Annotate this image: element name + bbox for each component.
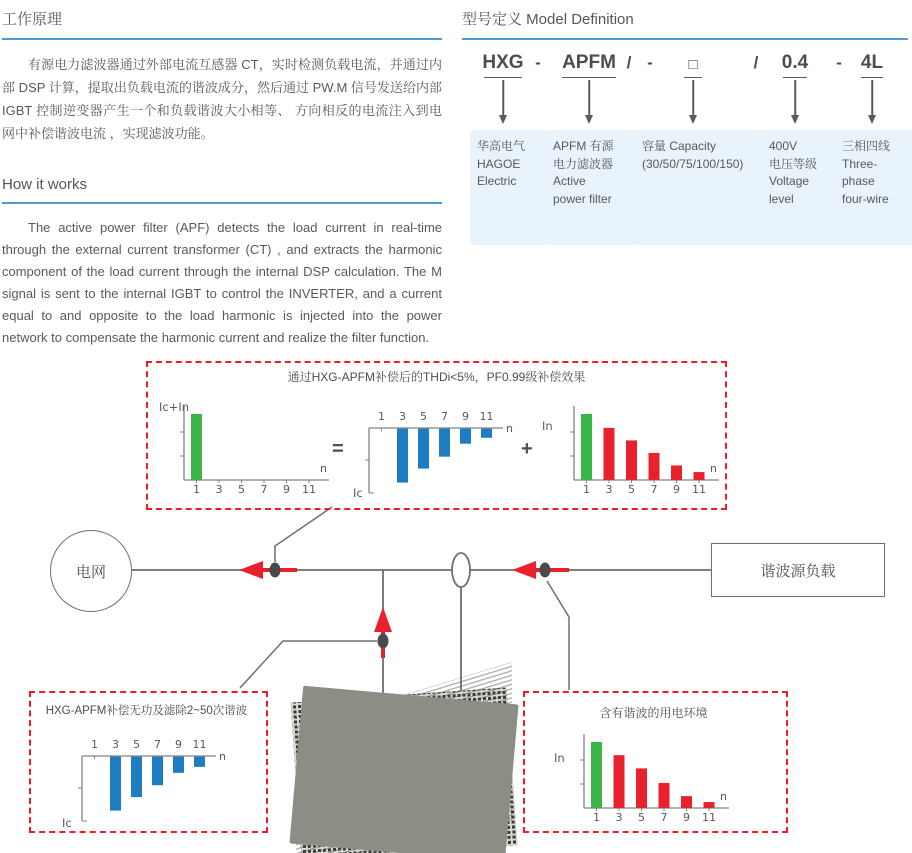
section-title-how-it-works: How it works [2,176,88,193]
model-separator: / [753,53,759,72]
model-code-capacity-placeholder: □ [688,56,698,73]
node-dot [540,563,551,578]
chart-load-harmonics [540,398,730,498]
harmonic-load-label: 谐波源负载 [760,562,836,580]
svg-text:1: 1 [193,483,200,496]
model-box-wiring: 三相四线 Three- phase four-wire [835,130,912,245]
svg-text:11: 11 [479,410,494,423]
model-separator: - [535,53,541,72]
svg-text:5: 5 [638,811,645,824]
svg-text:11: 11 [702,811,716,824]
svg-text:Ic: Ic [353,486,363,500]
svg-text:1: 1 [583,483,590,496]
down-arrowhead-icon [499,115,507,124]
svg-text:9: 9 [683,811,690,824]
model-box-capacity: 容量 Capacity (30/50/75/100/150) [635,130,766,245]
model-code-wiring: 4L [860,52,884,73]
model-separator: - [647,53,653,72]
injection-arrow-head [374,607,392,632]
svg-text:1: 1 [378,410,385,423]
callout-leader-bottom-right [547,581,569,690]
svg-text:9: 9 [462,410,469,423]
svg-text:5: 5 [628,483,635,496]
code-underline [783,77,807,78]
apf-device-image [296,695,512,853]
model-code-series: APFM [562,52,616,73]
blue-divider [462,38,908,40]
harmonic-load-node [711,543,885,597]
svg-text:n: n [320,462,327,475]
model-box-series: APFM 有源 电力滤波器 Active power filter [546,130,638,245]
model-box-voltage: 400V 电压等级 Voltage level [762,130,841,245]
down-arrow [502,80,504,116]
svg-text:11: 11 [302,483,316,496]
equals-sign: = [332,438,344,460]
blue-divider [2,38,442,40]
working-principle-section [2,8,442,349]
down-arrow [871,80,873,116]
current-flow-arrow-mid-head [512,561,536,579]
code-underline [484,77,522,78]
working-principle-paragraph: 有源电力滤波器通过外部电流互感器 CT，实时检测负载电流，并通过内部 DSP 计算，提取出负载电流的谐波成分，然后通过 PW.M 信号发送给内部 IGBT 控制逆变器产生一个和负载谐波大小相等、 方向相反的电流注入到电网中补偿谐波电流 ，实现滤波功能。 [2,57,442,141]
power-grid-node [50,530,132,612]
svg-text:7: 7 [260,483,268,496]
down-arrow [692,80,694,116]
svg-text:Ic: Ic [62,816,72,830]
svg-text:5: 5 [420,410,427,423]
model-code-voltage: 0.4 [781,52,809,73]
blue-divider [2,202,442,204]
node-dot [378,634,389,649]
compensation-result-title: 通过HXG-APFM补偿后的THDi<5%，PF0.99级补偿效果 [287,370,586,384]
chart-compensated-current [150,398,340,498]
current-transformer-symbol [452,553,470,587]
power-grid-label: 电网 [75,563,106,581]
model-separator: / [626,53,632,72]
svg-text:In: In [554,751,565,765]
model-code-brand: HXG [482,52,524,73]
model-definition-section [462,8,908,258]
svg-text:3: 3 [399,410,406,423]
section-title-working-principle: 工作原理 [2,11,63,28]
down-arrowhead-icon [585,115,593,124]
node-dot [270,563,281,578]
svg-text:9: 9 [175,738,182,751]
down-arrowhead-icon [791,115,799,124]
svg-text:11: 11 [192,738,207,751]
model-box-brand: 华高电气 HAGOE Electric [470,130,548,245]
how-it-works-paragraph: The active power filter (APF) detects the load current in real-time through the external current transformer (CT) , and extracts the harmonic component of the load current through the internal DSP calculation. The M signal is sent to the internal IGBT to control the INVERTER, and a current equal to and opposite to the load harmonic is injected into the power network to compensate the harmonic current and realize the filter function. [2,220,442,345]
model-separator: - [836,53,842,72]
svg-text:In: In [542,419,553,433]
svg-text:11: 11 [692,483,706,496]
down-arrowhead-icon [868,115,876,124]
how-it-works-section [2,176,442,349]
svg-text:3: 3 [112,738,119,751]
callout-leader-bottom-left [240,641,377,688]
svg-text:n: n [710,462,717,475]
down-arrow [794,80,796,116]
svg-text:9: 9 [283,483,290,496]
svg-text:3: 3 [605,483,613,496]
chart-apf-filter-range [58,734,233,834]
section-title-model-definition: 型号定义 Model Definition [462,11,634,28]
current-flow-arrow-left-head [239,561,263,579]
chart-harmonic-environment [550,726,740,826]
svg-text:7: 7 [154,738,161,751]
svg-text:1: 1 [91,738,98,751]
svg-text:1: 1 [593,811,600,824]
callout-leader-top [275,507,332,562]
svg-text:5: 5 [133,738,140,751]
svg-text:7: 7 [441,410,448,423]
svg-text:9: 9 [673,483,680,496]
apf-filter-title: HXG-APFM补偿无功及滤除2~50次谐波 [45,705,248,717]
harmonic-environment-title: 含有谐波的用电环境 [599,706,708,720]
code-underline [861,77,883,78]
svg-text:n: n [219,750,226,763]
device-foot [290,686,519,853]
down-arrowhead-icon [689,115,697,124]
down-arrow [588,80,590,116]
svg-text:7: 7 [660,811,668,824]
svg-text:n: n [720,790,727,803]
svg-text:3: 3 [215,483,223,496]
chart-apf-injected-current [345,406,520,506]
svg-text:5: 5 [238,483,245,496]
svg-text:3: 3 [615,811,623,824]
plus-sign: + [521,438,533,460]
code-underline [562,77,616,78]
svg-text:n: n [506,422,513,435]
code-underline [684,77,702,78]
svg-text:Ic+In: Ic+In [159,400,190,414]
svg-text:7: 7 [650,483,658,496]
